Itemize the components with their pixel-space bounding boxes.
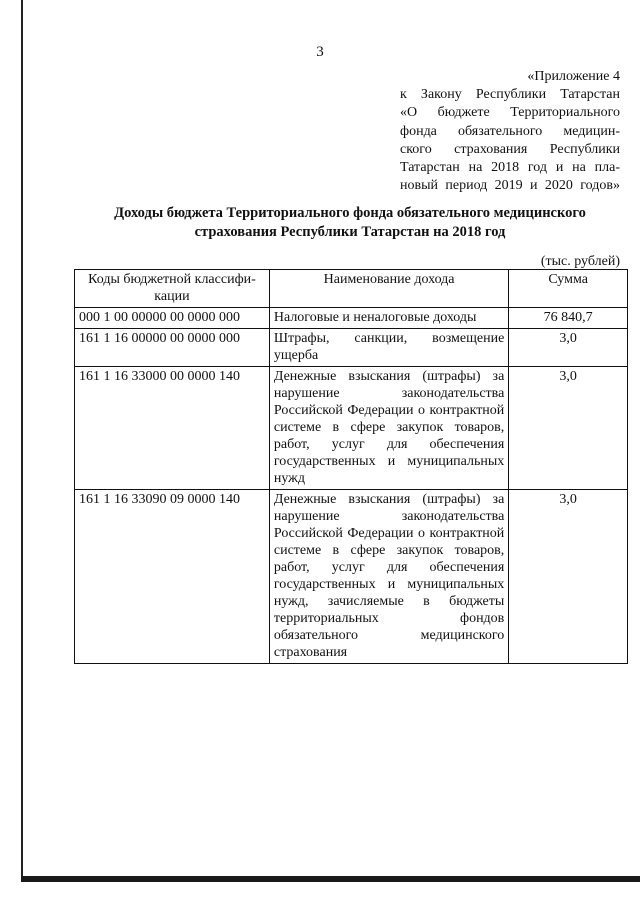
appendix-line: Татарстан на 2018 год и на пла- xyxy=(400,160,620,176)
row-code: 161 1 16 33000 00 0000 140 xyxy=(75,367,270,490)
unit-label: (тыс. рублей) xyxy=(540,254,620,269)
appendix-line: новый период 2019 и 2020 годов» xyxy=(400,178,620,194)
scan-edge-left xyxy=(21,0,23,878)
table-row xyxy=(75,329,628,367)
header-name: Наименование дохода xyxy=(269,270,508,308)
row-sum: 3,0 xyxy=(509,367,628,490)
appendix-line: «О бюджете Территориального xyxy=(400,105,620,121)
appendix-line: «Приложение 4 xyxy=(527,69,620,84)
header-sum: Сумма xyxy=(509,270,628,308)
row-name: Денежные взыскания (штрафы) за нарушение законодательства Российской Федерации о контрактной системе в сфере закупок товаров, работ, услуг для обеспечения государственных и муниципальных нужд, зачисляемые в бюджеты территориальных фондов обязательного медицинского страхования xyxy=(269,490,508,664)
appendix-line: ского страхования Республики xyxy=(400,141,620,157)
row-sum: 3,0 xyxy=(509,329,628,367)
table-row xyxy=(75,367,628,490)
title-line: страхования Республики Татарстан на 2018 год xyxy=(194,223,506,240)
scan-edge-bottom xyxy=(21,876,640,882)
row-code: 161 1 16 33090 09 0000 140 xyxy=(75,490,270,664)
table-row xyxy=(75,308,628,329)
row-sum: 3,0 xyxy=(509,490,628,664)
table-header-row xyxy=(75,270,628,308)
table-row xyxy=(75,490,628,664)
appendix-line: к Закону Республики Татарстан xyxy=(400,87,620,103)
page-number: 3 xyxy=(316,44,324,60)
row-code: 000 1 00 00000 00 0000 000 xyxy=(75,308,270,329)
row-sum: 76 840,7 xyxy=(509,308,628,329)
appendix-line: фонда обязательного медицин- xyxy=(400,123,620,139)
row-code: 161 1 16 00000 00 0000 000 xyxy=(75,329,270,367)
appendix-reference xyxy=(400,68,620,195)
income-table xyxy=(74,269,628,664)
row-name: Денежные взыскания (штрафы) за нарушение законодательства Российской Федерации о контрактной системе в сфере закупок товаров, работ, услуг для обеспечения государственных и муниципальных нужд xyxy=(269,367,508,490)
title-line: Доходы бюджета Территориального фонда обязательного медицинского xyxy=(114,205,586,221)
row-name: Штрафы, санкции, возмещение ущерба xyxy=(269,329,508,367)
document-title xyxy=(60,204,640,241)
header-code: Коды бюджетной классифи-кации xyxy=(75,270,270,308)
row-name: Налоговые и неналоговые доходы xyxy=(269,308,508,329)
